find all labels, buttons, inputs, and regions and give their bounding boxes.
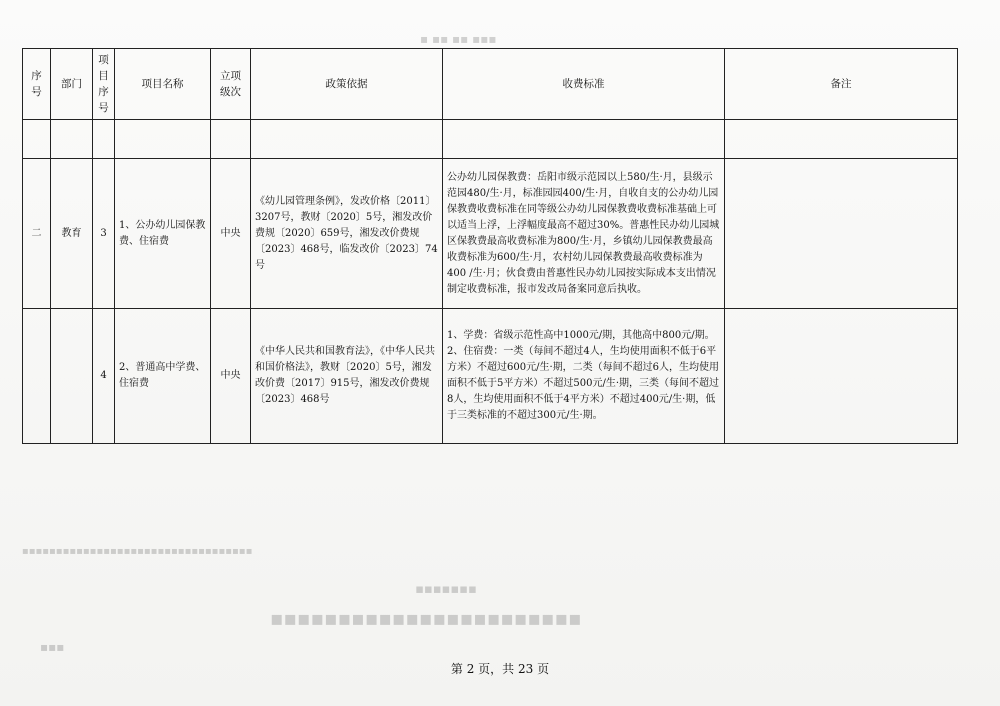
cell-note	[725, 309, 958, 444]
header-policy: 政策依据	[251, 49, 443, 120]
cell-standard: 公办幼儿园保教费：岳阳市级示范园以上580/生·月，县级示范园480/生·月，标准园园400/生·月，自收自支的公办幼儿园保教费收费标准在同等级公办幼儿园保教费收费标准基础上可以适当上浮，上浮幅度最高不超过30%。普惠性民办幼儿园城区保教费最高收费标准为800/生·月，乡镇幼儿园保教费最高收费标准为600/生·月，农村幼儿园保教费最高收费标准为400 /生·月；伙食费由普惠性民办幼儿园按实际成本支出情况制定收费标准，报市发改局备案同意后执收。	[443, 159, 725, 309]
page-number: 第 2 页，共 23 页	[450, 662, 550, 676]
fee-table	[22, 48, 958, 444]
bleed-through-text: ▪▪▪▪▪▪▪▪▪▪▪▪▪▪▪▪▪▪▪▪▪▪▪	[270, 606, 582, 630]
cell-standard: 1、学费：省级示范性高中1000元/期，其他高中800元/期。 2、住宿费：一类（每间不超过4人，生均使用面积不低于6平方米）不超过600元/生·期，二类（每间不超过6人，生均使用面积不低于5平方米）不超过500元/生·期，三类（每间不超过8人，生均使用面积不低于4平方米）不超过400元/生·期，低于三类标准的不超过300元/生·期。	[443, 309, 725, 444]
bleed-through-text: ▪▪▪	[40, 640, 65, 654]
header-seq: 序号	[23, 49, 51, 120]
cell-item-name: 1、公办幼儿园保教费、住宿费	[115, 159, 211, 309]
table-header-row	[23, 49, 958, 120]
cell-level: 中央	[211, 309, 251, 444]
cell-item-seq: 4	[93, 309, 115, 444]
header-note: 备注	[725, 49, 958, 120]
bleed-through-text: ▪▪▪▪▪▪▪▪▪▪▪▪▪▪▪▪▪▪▪▪▪▪▪▪▪▪▪▪▪▪▪▪▪▪	[22, 546, 253, 557]
cell-item-name: 2、普通高中学费、住宿费	[115, 309, 211, 444]
cell-policy: 《中华人民共和国教育法》，《中华人民共和国价格法》，教财〔2020〕5号，湘发改价费〔2017〕915号，湘发改价费规〔2023〕468号	[251, 309, 443, 444]
header-item-name: 项目名称	[115, 49, 211, 120]
cell-level: 中央	[211, 159, 251, 309]
table-row	[23, 309, 958, 444]
cell-seq	[23, 309, 51, 444]
cell-item-seq: 3	[93, 159, 115, 309]
table-row	[23, 159, 958, 309]
cell-dept	[51, 309, 93, 444]
header-dept: 部门	[51, 49, 93, 120]
bleed-through-text: ▪▪▪ ▪▪ ▪▪ ▪	[420, 32, 497, 46]
cell-dept: 教育	[51, 159, 93, 309]
bleed-through-text: ▪▪▪▪▪▪▪	[415, 582, 477, 597]
cell-policy: 《幼儿园管理条例》，发改价格〔2011〕3207号，教财〔2020〕5号，湘发改价费规〔2020〕659号，湘发改价费规〔2023〕468号，临发改价〔2023〕74号	[251, 159, 443, 309]
header-level: 立项级次	[211, 49, 251, 120]
header-standard: 收费标准	[443, 49, 725, 120]
cell-seq: 二	[23, 159, 51, 309]
header-item-seq: 项目序号	[93, 49, 115, 120]
table-row-blank	[23, 120, 958, 159]
cell-note	[725, 159, 958, 309]
